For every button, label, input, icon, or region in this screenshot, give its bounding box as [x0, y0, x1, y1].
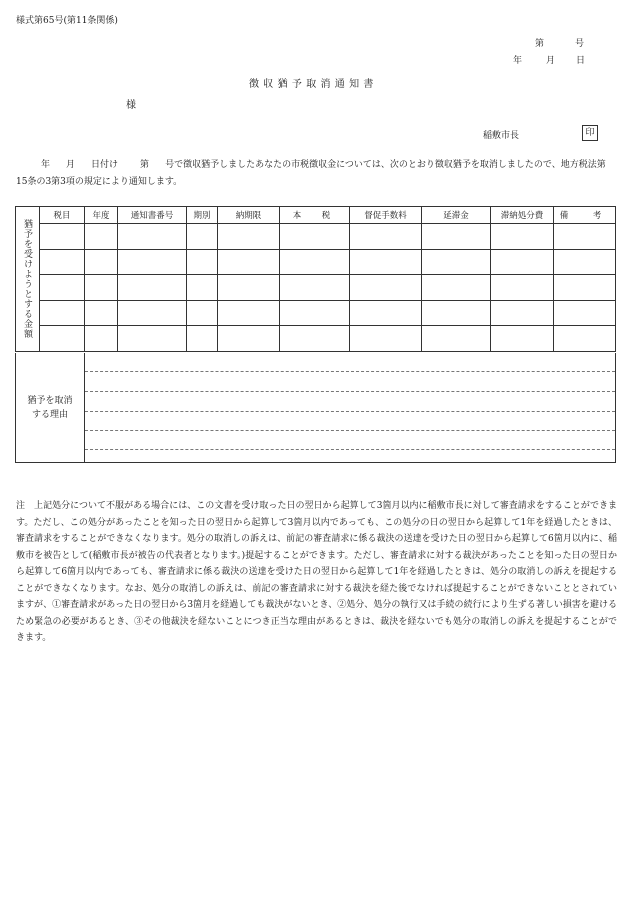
table-cell[interactable]: [422, 249, 491, 275]
date-day-label: 日: [576, 56, 586, 66]
table-cell[interactable]: [280, 300, 350, 326]
column-header: 期別: [187, 207, 218, 224]
column-header: 滞納処分費: [491, 207, 554, 224]
table-cell[interactable]: [350, 249, 422, 275]
table-cell[interactable]: [491, 326, 554, 352]
amount-table: [15, 206, 616, 352]
table-cell[interactable]: [85, 326, 118, 352]
table-row: [16, 249, 616, 275]
appeal-note: 注 上記処分について不服がある場合には、この文書を受け取った日の翌日から起算して3箇月以内に稲敷市長に対して審査請求をすることができます。ただし、この処分があったことを知った日の翌日から起算して3箇月以内であっても、この処分の日の翌日から起算して1年を経過したときは、審査請求をすることができなくなります。処分の取消しの訴えは、前記の審査請求に係る裁決の送達を受けた日の翌日から起算して6箇月以内に、稲敷市を被告として(稲敷市長が被告の代表者となります。)提起することができます。ただし、審査請求に対する裁決があったことを知った日の翌日から起算して6箇月以内であっても、審査請求に係る裁決の送達を受けた日の翌日から起算して1年を経過したときは、処分の取消しの訴えを提起することができなくなります。なお、処分の取消しの訴えは、前記の審査請求に対する裁決を経た後でなければ提起することができないこととされていますが、①審査請求があった日の翌日から3箇月を経過しても裁決がないとき、②処分、処分の執行又は手続の続行により生ずる著しい損害を避けるため緊急の必要があるとき、③その他裁決を経ないことにつき正当な理由があるときは、裁決を経ないでも処分の取消しの訴えを提起することができます。: [16, 501, 617, 643]
intro-year: 年: [41, 160, 51, 170]
table-cell[interactable]: [85, 224, 118, 250]
table-cell[interactable]: [491, 275, 554, 301]
column-header: 本 税: [280, 207, 350, 224]
intro-paragraph: [16, 157, 616, 191]
table-cell[interactable]: [350, 224, 422, 250]
table-cell[interactable]: [422, 326, 491, 352]
reason-writing-line[interactable]: [85, 449, 615, 450]
table-cell[interactable]: [218, 300, 280, 326]
table-cell[interactable]: [280, 224, 350, 250]
reason-label: 猶予を取消する理由: [27, 395, 73, 420]
column-header: 納期限: [218, 207, 280, 224]
table-cell[interactable]: [118, 249, 187, 275]
table-cell[interactable]: [218, 224, 280, 250]
table-cell[interactable]: [40, 300, 85, 326]
table-cell[interactable]: [491, 300, 554, 326]
column-header: 税目: [40, 207, 85, 224]
table-cell[interactable]: [40, 249, 85, 275]
table-cell[interactable]: [280, 326, 350, 352]
intro-no-label: 第: [140, 160, 150, 170]
table-cell[interactable]: [85, 275, 118, 301]
reason-writing-line[interactable]: [85, 391, 615, 392]
table-cell[interactable]: [554, 275, 616, 301]
table-cell[interactable]: [187, 249, 218, 275]
form-number: 様式第65号(第11条関係): [16, 16, 118, 26]
table-cell[interactable]: [218, 275, 280, 301]
table-cell[interactable]: [422, 275, 491, 301]
table-cell[interactable]: [218, 326, 280, 352]
table-cell[interactable]: [350, 275, 422, 301]
table-cell[interactable]: [218, 249, 280, 275]
table-cell[interactable]: [554, 224, 616, 250]
document-number-label: 第: [535, 39, 545, 49]
column-header: 督促手数料: [350, 207, 422, 224]
intro-month: 月: [66, 160, 76, 170]
seal-mark: 印: [582, 125, 598, 141]
table-row: [16, 224, 616, 250]
table-cell[interactable]: [187, 300, 218, 326]
table-cell[interactable]: [118, 275, 187, 301]
table-cell[interactable]: [187, 275, 218, 301]
reason-writing-line[interactable]: [85, 371, 615, 372]
table-cell[interactable]: [40, 275, 85, 301]
table-cell[interactable]: [118, 326, 187, 352]
column-header: 延滞金: [422, 207, 491, 224]
column-header: 通知書番号: [118, 207, 187, 224]
document-number-suffix: 号: [575, 39, 585, 49]
table-cell[interactable]: [85, 300, 118, 326]
issuer-name: 稲敷市長: [483, 131, 520, 141]
table-cell[interactable]: [491, 224, 554, 250]
intro-day: 日付け: [91, 160, 119, 170]
table-cell[interactable]: [350, 326, 422, 352]
table-cell[interactable]: [350, 300, 422, 326]
amount-side-label: 猶予を受けようとする金額: [16, 207, 40, 352]
date-month-label: 月: [546, 56, 556, 66]
table-cell[interactable]: [118, 300, 187, 326]
intro-body: 号で徴収猶予しましたあなたの市税徴収金については、次のとおり徴収猶予を取消しましたので、地方税法第15条の3第3項の規定により通知します。: [16, 160, 606, 187]
date-year-label: 年: [513, 56, 523, 66]
table-row: [16, 326, 616, 352]
column-header: 年度: [85, 207, 118, 224]
table-cell[interactable]: [187, 326, 218, 352]
table-row: [16, 275, 616, 301]
reason-writing-line[interactable]: [85, 430, 615, 431]
table-cell[interactable]: [280, 249, 350, 275]
table-cell[interactable]: [554, 249, 616, 275]
table-cell[interactable]: [40, 326, 85, 352]
reason-section: [15, 353, 616, 463]
table-cell[interactable]: [118, 224, 187, 250]
table-cell[interactable]: [554, 300, 616, 326]
table-cell[interactable]: [40, 224, 85, 250]
table-cell[interactable]: [491, 249, 554, 275]
reason-label-cell: [16, 353, 85, 462]
addressee-suffix: 様: [126, 100, 136, 111]
table-cell[interactable]: [422, 300, 491, 326]
table-cell[interactable]: [187, 224, 218, 250]
document-title: 徴収猶予取消通知書: [249, 79, 378, 90]
reason-writing-line[interactable]: [85, 411, 615, 412]
table-cell[interactable]: [280, 275, 350, 301]
table-cell[interactable]: [85, 249, 118, 275]
table-cell[interactable]: [422, 224, 491, 250]
table-cell[interactable]: [554, 326, 616, 352]
table-row: [16, 300, 616, 326]
column-header: 備 考: [554, 207, 616, 224]
